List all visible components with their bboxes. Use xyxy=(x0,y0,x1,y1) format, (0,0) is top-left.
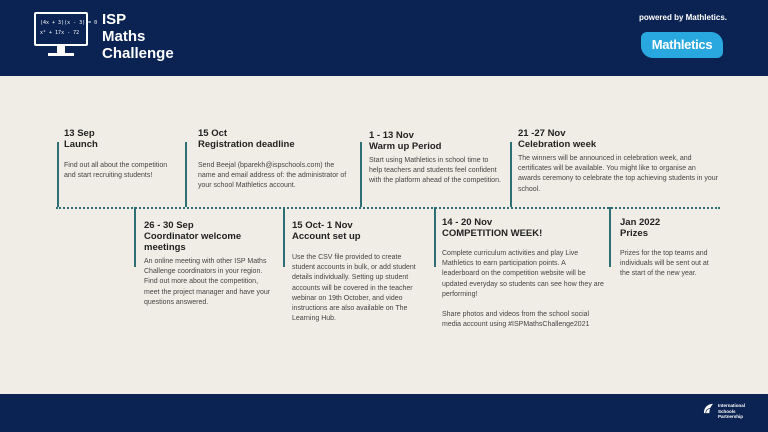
event-launch xyxy=(64,128,170,181)
event-date: 26 - 30 Sep xyxy=(144,220,194,231)
title-line-2: Maths xyxy=(102,28,146,45)
timeline-tick-registration xyxy=(185,142,187,207)
event-account-setup xyxy=(292,220,426,324)
event-heading: Launch xyxy=(64,139,98,150)
event-heading: Celebration week xyxy=(518,139,597,150)
timeline-line xyxy=(56,207,720,209)
logo-equation-1: (4x + 3)(x - 3) = 0 xyxy=(40,20,98,26)
event-date: 21 -27 Nov xyxy=(518,128,566,139)
event-prizes xyxy=(620,217,720,280)
event-date: 14 - 20 Nov xyxy=(442,217,493,228)
timeline-tick-competition xyxy=(434,207,436,267)
event-description: Send Beejal (bparekh@ispschools.com) the name and email address of: the administrator of your school Mathletics account. xyxy=(198,162,347,190)
timeline-tick-account xyxy=(283,207,285,267)
timeline-tick-launch xyxy=(57,142,59,207)
event-heading: COMPETITION WEEK! xyxy=(442,228,543,239)
equation-screen-icon xyxy=(34,12,98,46)
header-banner xyxy=(0,0,768,76)
powered-by-text: powered by Mathletics. xyxy=(638,13,727,22)
event-registration xyxy=(198,128,348,192)
title-line-3: Challenge xyxy=(102,45,174,62)
event-date: Jan 2022 xyxy=(620,217,661,228)
isp-line-2: Schools xyxy=(718,408,736,414)
isp-line-3: Partnership xyxy=(718,414,744,419)
timeline-tick-celebration xyxy=(510,142,512,207)
event-description: Find out all about the competition and start recruiting students! xyxy=(64,162,168,180)
event-description: Use the CSV file provided to create student accounts in bulk, or add student details individually. Setting up student accounts will be covered in the teacher webinar on 19th October, and video instructions are also available on The Learning Hub. xyxy=(292,254,416,323)
event-date: 13 Sep xyxy=(64,128,95,139)
isp-line-1: International xyxy=(718,403,746,408)
event-heading: Account set up xyxy=(292,231,361,242)
event-description: Prizes for the top teams and individuals will be sent out at the start of the new year. xyxy=(620,250,709,278)
logo-equation-2: x² + 17x - 72 xyxy=(40,30,80,36)
isp-logo-icon xyxy=(703,403,714,414)
event-description: The winners will be announced in celebration week, and certificates will be available. You might like to organise an awards ceremony to celebrate the top achieving students in your school. xyxy=(518,155,719,193)
footer-banner xyxy=(0,394,768,432)
event-competition-week xyxy=(442,217,604,330)
mathletics-logo-button[interactable]: Mathletics xyxy=(641,32,723,58)
title-line-1: ISP xyxy=(102,11,127,28)
event-description-2: Share photos and videos from the school social media account using #ISPMathsChallenge2021 xyxy=(442,311,590,329)
isp-org-name xyxy=(718,403,745,420)
event-heading: Coordinator welcome meetings xyxy=(144,231,242,253)
page-title xyxy=(102,11,222,62)
event-heading: Registration deadline xyxy=(198,139,295,150)
event-coordinator xyxy=(144,220,272,308)
event-description: An online meeting with other ISP Maths Challenge coordinators in your region. Find out more about the competition, meet the project manager and have your questions answered. xyxy=(144,258,271,306)
event-heading: Prizes xyxy=(620,228,648,239)
timeline-tick-coordinator xyxy=(134,207,136,267)
event-warmup xyxy=(369,130,503,187)
timeline-tick-warmup xyxy=(360,142,362,207)
event-description: Start using Mathletics in school time to help teachers and students feel confident with the platform ahead of the competition. xyxy=(369,157,501,185)
event-celebration xyxy=(518,128,718,195)
screen-stand-icon xyxy=(57,46,65,53)
event-date: 15 Oct- 1 Nov xyxy=(292,220,353,231)
event-heading: Warm up Period xyxy=(369,141,442,152)
timeline-tick-prizes xyxy=(609,207,611,267)
screen-base-icon xyxy=(48,53,74,56)
event-date: 15 Oct xyxy=(198,128,228,139)
event-description: Complete curriculum activities and play Live Mathletics to earn participation points. A leaderboard on the competition website will be updated everyday so students can see how they are performing! xyxy=(442,250,604,298)
event-date: 1 - 13 Nov xyxy=(369,130,414,141)
